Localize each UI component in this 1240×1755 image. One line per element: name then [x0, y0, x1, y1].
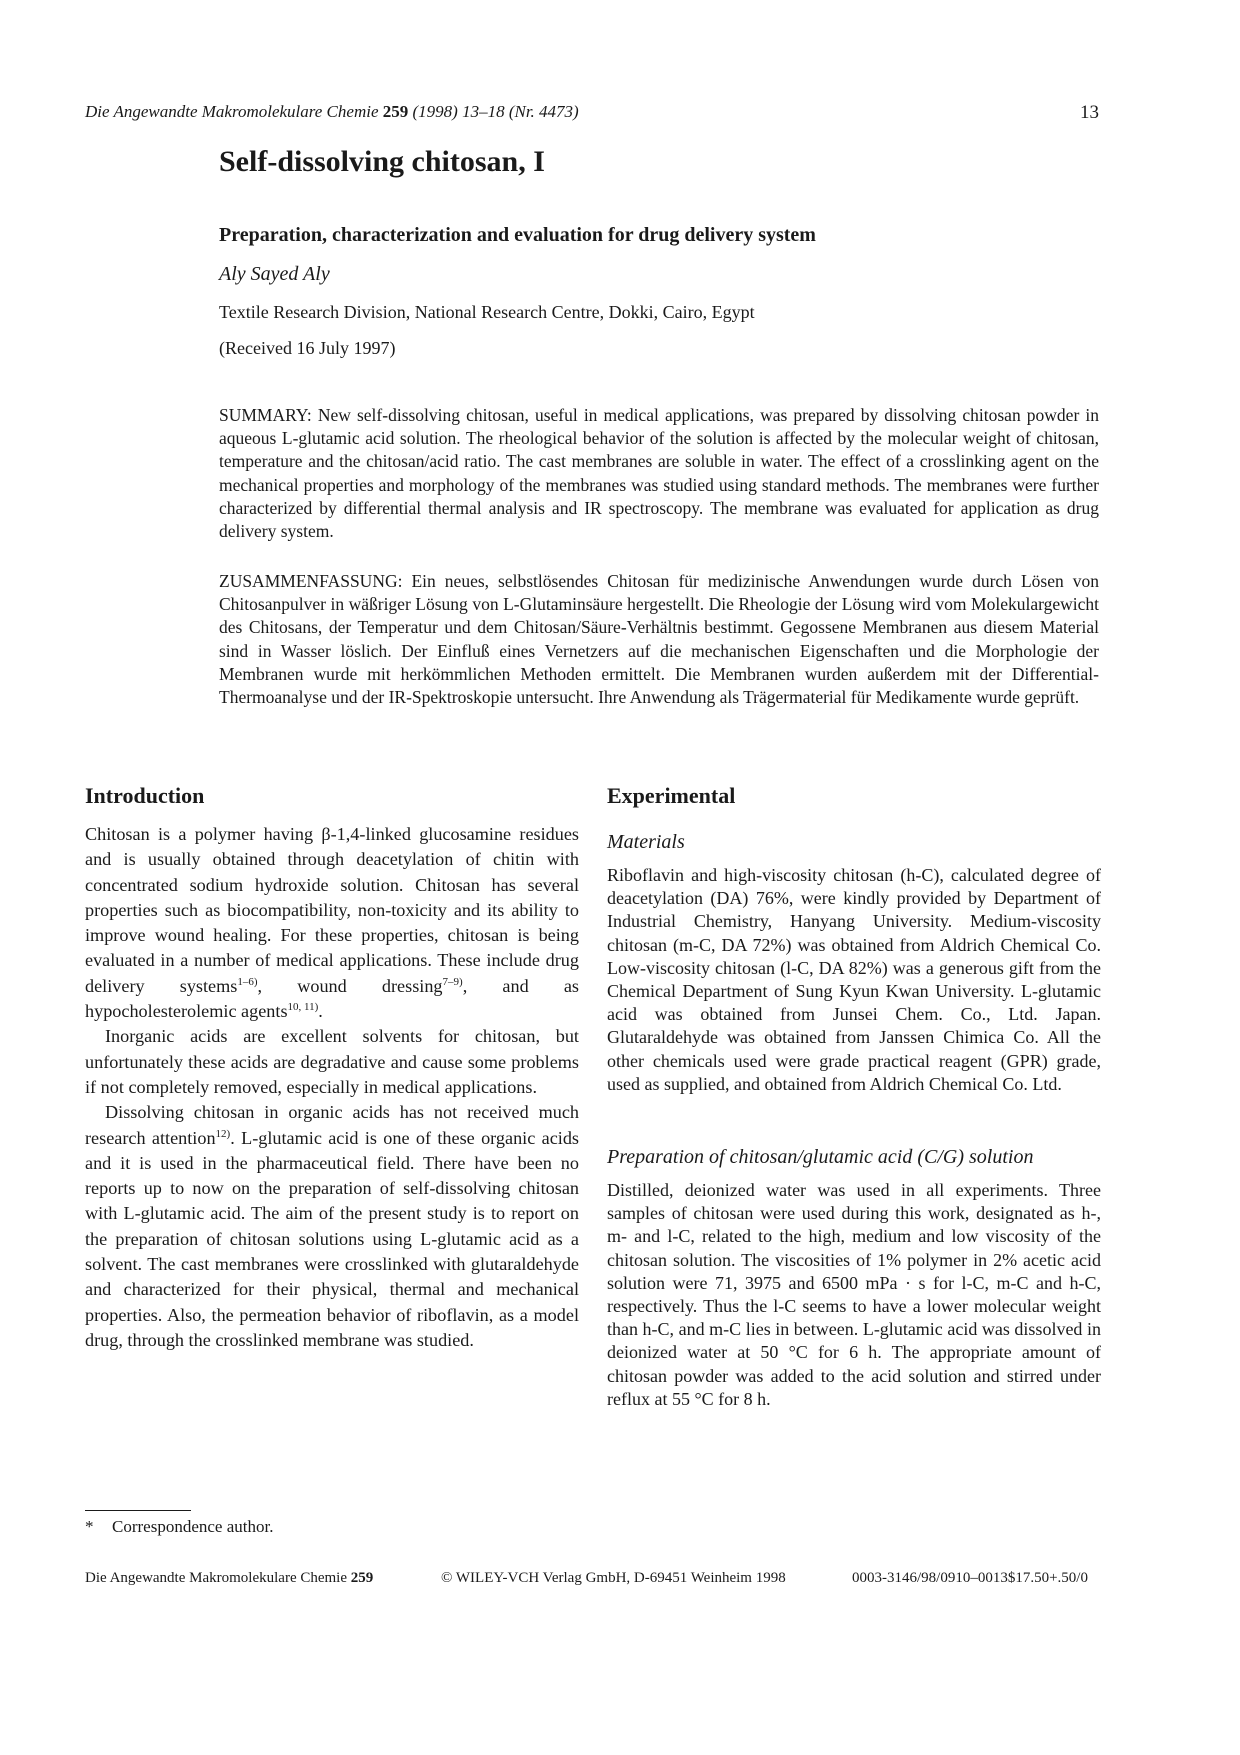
running-head [85, 102, 1099, 122]
running-head-volume: 259 [382, 102, 409, 121]
citation-ref: 12) [215, 1127, 231, 1140]
author: Aly Sayed Aly [219, 263, 330, 285]
left-column [85, 780, 579, 1353]
introduction-heading: Introduction [85, 783, 205, 808]
right-column [607, 780, 1101, 1411]
page-number: 13 [1080, 102, 1099, 123]
zusammenfassung-abstract: ZUSAMMENFASSUNG: Ein neues, selbstlösendes Chitosan für medizinische Anwendungen wurde durch Lösen von Chitosanpulver in wäßriger Lösung von L-Glutaminsäure hergestellt. Die Rheologie der Lösung wird vom Molekulargewicht des Chitosans, der Temperatur und dem Chitosan/Säure-Verhältnis bestimmt. Gegossene Membranen aus diesem Material sind in Wasser löslich. Der Einfluß eines Vernetzers auf die mechanischen Eigenschaften und die Morphologie der Membranen wurde mit herkömmlichen Methoden ermittelt. Die Membranen wurden außerdem mit der Differential-Thermoanalyse und der IR-Spektroskopie untersucht. Ihre Anwendung als Trägermaterial für Medikamente wurde geprüft. [219, 571, 1099, 708]
footer-publisher: © WILEY-VCH Verlag GmbH, D-69451 Weinheim 1998 [441, 1570, 786, 1586]
affiliation: Textile Research Division, National Research Centre, Dokki, Cairo, Egypt [219, 302, 755, 322]
footer-volume: 259 [350, 1570, 374, 1586]
citation-ref: 10, 11) [287, 1001, 319, 1014]
paper-subtitle: Preparation, characterization and evaluation for drug delivery system [219, 224, 816, 246]
footnote-divider [85, 1510, 191, 1511]
running-head-journal: Die Angewandte Makromolekulare Chemie 259 (1998) 13–18 (Nr. 4473) [85, 102, 579, 121]
received-date: (Received 16 July 1997) [219, 338, 396, 358]
introduction-paragraph-1: Chitosan is a polymer having β-1,4-linked glucosamine residues and is usually obtained through deacetylation of chitin with concentrated sodium hydroxide solution. Chitosan has several properties such as biocompatibility, non-toxicity and its ability to improve wound healing. For these properties, chitosan is being evaluated in a number of medical applications. These include drug delivery systems$^{1-6)}$, wound dressing$^{7-9)}$, and as hypocholesterolemic agents$^{10, 11)}$. [85, 824, 579, 1022]
citation-ref: 1–6) [237, 975, 258, 988]
footnote-marker: * [85, 1517, 94, 1536]
citation-ref: 7–9) [442, 975, 463, 988]
running-head-citation: (1998) 13–18 (Nr. 4473) [412, 102, 579, 121]
introduction-paragraph-2: Inorganic acids are excellent solvents for chitosan, but unfortunately these acids are degradative and cause some problems if not completely removed, especially in medical applications. [85, 1026, 579, 1097]
summary-abstract: SUMMARY: New self-dissolving chitosan, useful in medical applications, was prepared by dissolving chitosan powder in aqueous L-glutamic acid solution. The rheological behavior of the solution is affected by the molecular weight of chitosan, temperature and the chitosan/acid ratio. The cast membranes are soluble in water. The effect of a crosslinking agent on the mechanical properties and morphology of the membranes was studied using standard methods. The membranes were further characterized by differential thermal analysis and IR spectroscopy. The membrane was evaluated for application as drug delivery system. [219, 405, 1099, 542]
footnote [85, 1517, 273, 1537]
footnote-text: Correspondence author. [112, 1517, 274, 1536]
footer-code: 0003-3146/98/0910–0013$17.50+.50/0 [852, 1570, 1088, 1586]
preparation-paragraph: Distilled, deionized water was used in all experiments. Three samples of chitosan were used during this work, designated as h-, m- and l-C, related to the high, medium and low viscosity of the chitosan solution. The viscosities of 1% polymer in 2% acetic acid solution were 71, 3975 and 6500 mPa · s for l-C, m-C and h-C, respectively. Thus the l-C seems to have a lower molecular weight than h-C, and m-C lies in between. L-glutamic acid was dissolved in deionized water at 50 °C for 6 h. The appropriate amount of chitosan powder was added to the acid solution and stirred under reflux at 55 °C for 8 h. [607, 1180, 1101, 1409]
materials-paragraph: Riboflavin and high-viscosity chitosan (h-C), calculated degree of deacetylation (DA) 76%, were kindly provided by Department of Industrial Chemistry, Hanyang University. Medium-viscosity chitosan (m-C, DA 72%) was obtained from Aldrich Chemical Co. Low-viscosity chitosan (l-C, DA 82%) was a generous gift from the Chemical Department of Sung Kyun Kwan University. L-glutamic acid was obtained from Junsei Chem. Co., Ltd. Japan. Glutaraldehyde was obtained from Janssen Chimica Co. All the other chemicals used were grade practical reagent (GPR) grade, used as supplied, and obtained from Aldrich Chemical Co. Ltd. [607, 865, 1101, 1094]
footer-journal: Die Angewandte Makromolekulare Chemie 259 [85, 1570, 374, 1586]
introduction-paragraph-3: Dissolving chitosan in organic acids has not received much research attention$^{12)}$. L-glutamic acid is one of these organic acids and it is used in the pharmaceutical field. There have been no reports up to now on the preparation of self-dissolving chitosan with L-glutamic acid. The aim of the present study is to report on the preparation of chitosan solutions using L-glutamic acid as a solvent. The cast membranes were crosslinked with glutaraldehyde and characterized for their physical, thermal and mechanical properties. Also, the permeation behavior of riboflavin, as a model drug, through the crosslinked membrane was studied. [85, 1102, 579, 1350]
materials-heading: Materials [607, 831, 685, 853]
experimental-heading: Experimental [607, 783, 736, 808]
paper-title: Self-dissolving chitosan, I [219, 145, 545, 178]
preparation-heading: Preparation of chitosan/glutamic acid (C/G) solution [607, 1146, 1034, 1169]
